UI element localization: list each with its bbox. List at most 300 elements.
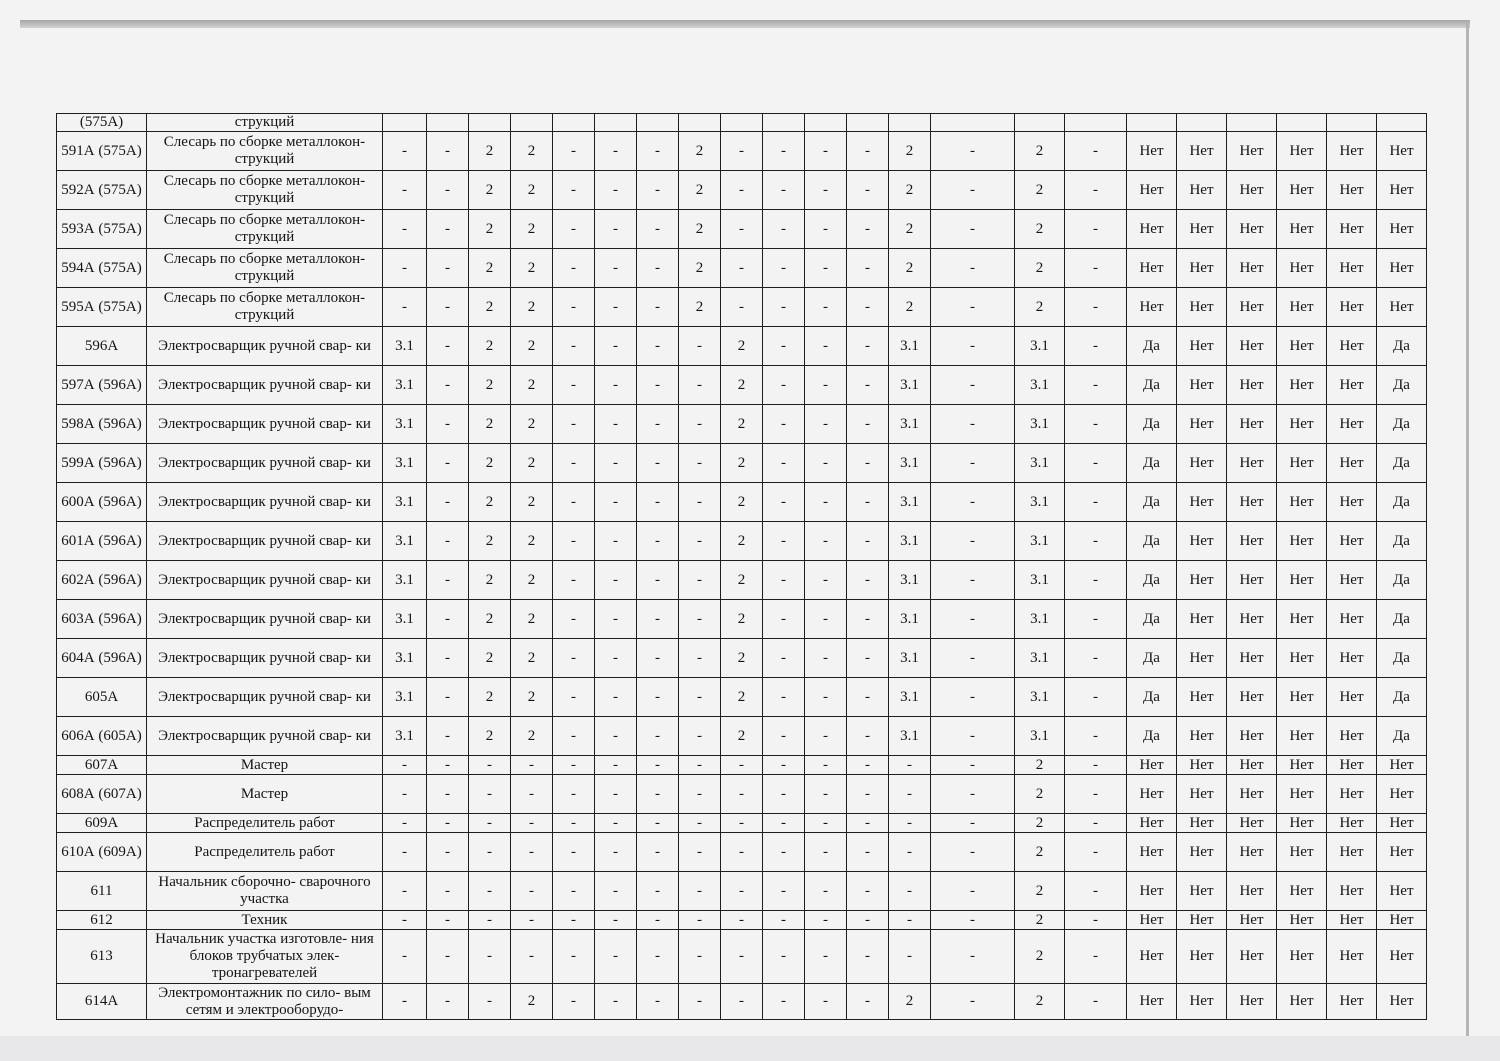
cell-value: - xyxy=(637,984,679,1020)
cell-value: Нет xyxy=(1277,249,1327,288)
cell-value: 3.1 xyxy=(889,600,931,639)
position-name: Слесарь по сборке металлокон- струкций xyxy=(147,288,383,327)
cell-value: 2 xyxy=(889,210,931,249)
cell-value: - xyxy=(1065,775,1127,814)
position-name: Электросварщик ручной свар- ки xyxy=(147,327,383,366)
cell-value: - xyxy=(553,911,595,930)
cell-value: - xyxy=(889,775,931,814)
cell-value: - xyxy=(383,132,427,171)
cell-value: Да xyxy=(1377,405,1427,444)
cell-value: - xyxy=(763,678,805,717)
position-name: Слесарь по сборке металлокон- струкций xyxy=(147,171,383,210)
cell-value: Да xyxy=(1377,600,1427,639)
cell-value: - xyxy=(679,366,721,405)
cell-value: 2 xyxy=(679,288,721,327)
cell-value: - xyxy=(931,561,1015,600)
cell-value: 2 xyxy=(889,171,931,210)
cell-value: 3.1 xyxy=(889,717,931,756)
cell-value: Нет xyxy=(1227,249,1277,288)
cell-value: - xyxy=(679,639,721,678)
cell-value: 2 xyxy=(1015,911,1065,930)
cell-value: - xyxy=(553,405,595,444)
cell-value: - xyxy=(1065,814,1127,833)
table-row xyxy=(57,756,1427,775)
cell-value: Нет xyxy=(1377,833,1427,872)
cell-value xyxy=(721,114,763,132)
cell-value: Нет xyxy=(1327,984,1377,1020)
cell-value: Нет xyxy=(1277,678,1327,717)
cell-value: 2 xyxy=(469,561,511,600)
cell-value: - xyxy=(511,833,553,872)
cell-value: - xyxy=(763,444,805,483)
cell-value: 3.1 xyxy=(889,366,931,405)
cell-value: Нет xyxy=(1277,814,1327,833)
document-page xyxy=(56,113,1427,1020)
cell-value: Нет xyxy=(1227,171,1277,210)
cell-value: Нет xyxy=(1227,600,1277,639)
cell-value: - xyxy=(679,561,721,600)
cell-value: Нет xyxy=(1227,444,1277,483)
cell-value: - xyxy=(595,930,637,984)
cell-value: Нет xyxy=(1327,872,1377,911)
cell-value: - xyxy=(595,522,637,561)
cell-value: Нет xyxy=(1277,600,1327,639)
cell-value: Да xyxy=(1127,678,1177,717)
cell-value: - xyxy=(427,288,469,327)
cell-value: - xyxy=(1065,639,1127,678)
cell-value: Нет xyxy=(1177,911,1227,930)
cell-value: - xyxy=(427,833,469,872)
cell-value: - xyxy=(679,872,721,911)
cell-value: Да xyxy=(1377,483,1427,522)
cell-value: - xyxy=(721,249,763,288)
workplace-number: 609А xyxy=(57,814,147,833)
cell-value: - xyxy=(931,814,1015,833)
cell-value: 3.1 xyxy=(1015,405,1065,444)
cell-value: 2 xyxy=(721,444,763,483)
cell-value: 2 xyxy=(469,327,511,366)
cell-value: - xyxy=(637,833,679,872)
cell-value: Нет xyxy=(1327,775,1377,814)
cell-value: - xyxy=(721,814,763,833)
cell-value: - xyxy=(383,872,427,911)
workplace-number: 604А (596А) xyxy=(57,639,147,678)
table-row xyxy=(57,775,1427,814)
cell-value: - xyxy=(721,171,763,210)
cell-value: - xyxy=(595,366,637,405)
workplace-number: 612 xyxy=(57,911,147,930)
cell-value: 3.1 xyxy=(383,561,427,600)
cell-value: Нет xyxy=(1377,171,1427,210)
cell-value: - xyxy=(805,249,847,288)
cell-value: Нет xyxy=(1127,911,1177,930)
cell-value: - xyxy=(1065,930,1127,984)
cell-value: - xyxy=(637,678,679,717)
cell-value: - xyxy=(721,930,763,984)
cell-value: 2 xyxy=(889,288,931,327)
cell-value: - xyxy=(889,814,931,833)
cell-value: Нет xyxy=(1227,756,1277,775)
table-row xyxy=(57,561,1427,600)
cell-value: 2 xyxy=(721,405,763,444)
cell-value: Нет xyxy=(1177,678,1227,717)
cell-value: - xyxy=(847,171,889,210)
cell-value: - xyxy=(889,911,931,930)
cell-value: - xyxy=(679,483,721,522)
position-name: Начальник сборочно- сварочного участка xyxy=(147,872,383,911)
cell-value: - xyxy=(889,756,931,775)
cell-value: - xyxy=(763,171,805,210)
cell-value: Нет xyxy=(1327,405,1377,444)
cell-value: - xyxy=(427,775,469,814)
cell-value: Нет xyxy=(1177,639,1227,678)
cell-value: - xyxy=(383,171,427,210)
cell-value: - xyxy=(763,210,805,249)
workplace-assessment-table xyxy=(56,113,1427,1020)
cell-value: - xyxy=(805,814,847,833)
cell-value: 3.1 xyxy=(1015,678,1065,717)
cell-value: - xyxy=(1065,678,1127,717)
cell-value: - xyxy=(805,288,847,327)
cell-value: Нет xyxy=(1177,984,1227,1020)
cell-value: Нет xyxy=(1277,833,1327,872)
cell-value: - xyxy=(763,872,805,911)
cell-value: 2 xyxy=(889,132,931,171)
cell-value: - xyxy=(679,600,721,639)
cell-value: Да xyxy=(1377,678,1427,717)
cell-value: 2 xyxy=(679,249,721,288)
cell-value: - xyxy=(721,911,763,930)
cell-value: - xyxy=(1065,483,1127,522)
cell-value: Нет xyxy=(1127,210,1177,249)
cell-value: - xyxy=(427,483,469,522)
table-row xyxy=(57,911,1427,930)
cell-value: Нет xyxy=(1177,833,1227,872)
position-name: Электросварщик ручной свар- ки xyxy=(147,405,383,444)
cell-value: - xyxy=(553,639,595,678)
cell-value: 3.1 xyxy=(889,327,931,366)
cell-value: - xyxy=(931,600,1015,639)
cell-value: Нет xyxy=(1227,210,1277,249)
workplace-number: 597А (596А) xyxy=(57,366,147,405)
cell-value: Нет xyxy=(1127,171,1177,210)
cell-value: - xyxy=(383,814,427,833)
cell-value: Нет xyxy=(1177,522,1227,561)
cell-value: - xyxy=(637,327,679,366)
cell-value: - xyxy=(1065,444,1127,483)
cell-value: - xyxy=(511,911,553,930)
cell-value: - xyxy=(1065,756,1127,775)
cell-value: - xyxy=(805,756,847,775)
cell-value: - xyxy=(553,366,595,405)
cell-value: - xyxy=(1065,872,1127,911)
cell-value: Нет xyxy=(1177,366,1227,405)
cell-value: - xyxy=(679,717,721,756)
cell-value: Нет xyxy=(1227,775,1277,814)
cell-value: Нет xyxy=(1177,327,1227,366)
cell-value: 3.1 xyxy=(889,444,931,483)
position-name: струкций xyxy=(147,114,383,132)
cell-value: - xyxy=(679,911,721,930)
cell-value: - xyxy=(427,171,469,210)
cell-value: Нет xyxy=(1127,756,1177,775)
cell-value: Нет xyxy=(1277,444,1327,483)
cell-value: - xyxy=(1065,600,1127,639)
position-name: Мастер xyxy=(147,756,383,775)
cell-value: Нет xyxy=(1327,930,1377,984)
cell-value: - xyxy=(721,210,763,249)
cell-value: - xyxy=(889,833,931,872)
cell-value: - xyxy=(805,522,847,561)
cell-value: - xyxy=(721,775,763,814)
cell-value: - xyxy=(931,444,1015,483)
cell-value: Нет xyxy=(1277,561,1327,600)
cell-value: Нет xyxy=(1177,775,1227,814)
cell-value xyxy=(763,114,805,132)
cell-value: - xyxy=(553,930,595,984)
cell-value: - xyxy=(427,639,469,678)
cell-value: Нет xyxy=(1127,288,1177,327)
cell-value: 3.1 xyxy=(383,678,427,717)
cell-value: 2 xyxy=(469,405,511,444)
cell-value xyxy=(511,114,553,132)
cell-value: - xyxy=(805,678,847,717)
cell-value: - xyxy=(763,717,805,756)
cell-value: - xyxy=(847,833,889,872)
cell-value: - xyxy=(763,756,805,775)
cell-value: - xyxy=(679,444,721,483)
cell-value: Нет xyxy=(1177,600,1227,639)
cell-value: - xyxy=(931,717,1015,756)
cell-value: - xyxy=(553,288,595,327)
cell-value: Нет xyxy=(1177,171,1227,210)
cell-value: 3.1 xyxy=(1015,366,1065,405)
cell-value: 2 xyxy=(511,678,553,717)
cell-value: - xyxy=(931,366,1015,405)
cell-value: - xyxy=(763,814,805,833)
cell-value xyxy=(427,114,469,132)
cell-value: Нет xyxy=(1327,210,1377,249)
cell-value: - xyxy=(763,600,805,639)
cell-value: - xyxy=(847,405,889,444)
cell-value: 2 xyxy=(721,366,763,405)
cell-value: 3.1 xyxy=(1015,327,1065,366)
cell-value: - xyxy=(931,930,1015,984)
cell-value: Нет xyxy=(1277,288,1327,327)
cell-value: 2 xyxy=(1015,210,1065,249)
table-row xyxy=(57,872,1427,911)
cell-value: Нет xyxy=(1227,288,1277,327)
cell-value: Нет xyxy=(1227,911,1277,930)
cell-value: - xyxy=(595,327,637,366)
cell-value xyxy=(847,114,889,132)
cell-value: - xyxy=(679,833,721,872)
cell-value: - xyxy=(1065,366,1127,405)
cell-value: - xyxy=(595,984,637,1020)
cell-value: 2 xyxy=(511,405,553,444)
cell-value: Нет xyxy=(1277,171,1327,210)
cell-value: 3.1 xyxy=(383,483,427,522)
cell-value: 3.1 xyxy=(1015,639,1065,678)
cell-value xyxy=(1177,114,1227,132)
workplace-number: 614А xyxy=(57,984,147,1020)
cell-value: Нет xyxy=(1277,522,1327,561)
cell-value: - xyxy=(637,405,679,444)
cell-value: - xyxy=(1065,171,1127,210)
cell-value: 2 xyxy=(511,483,553,522)
cell-value: - xyxy=(637,249,679,288)
cell-value: Нет xyxy=(1127,872,1177,911)
table-row xyxy=(57,717,1427,756)
cell-value: Нет xyxy=(1177,444,1227,483)
cell-value: Нет xyxy=(1377,775,1427,814)
cell-value: - xyxy=(931,210,1015,249)
cell-value: 3.1 xyxy=(383,717,427,756)
cell-value: - xyxy=(637,288,679,327)
cell-value: - xyxy=(427,249,469,288)
cell-value: 3.1 xyxy=(383,639,427,678)
cell-value: - xyxy=(847,366,889,405)
cell-value: - xyxy=(805,930,847,984)
cell-value: Нет xyxy=(1277,366,1327,405)
cell-value: Нет xyxy=(1127,775,1177,814)
cell-value: - xyxy=(763,930,805,984)
cell-value: - xyxy=(595,600,637,639)
cell-value: 2 xyxy=(511,249,553,288)
table-row xyxy=(57,327,1427,366)
cell-value: - xyxy=(847,930,889,984)
cell-value: - xyxy=(1065,911,1127,930)
workplace-number: 602А (596А) xyxy=(57,561,147,600)
cell-value: - xyxy=(721,132,763,171)
cell-value: - xyxy=(805,171,847,210)
cell-value: 2 xyxy=(1015,249,1065,288)
cell-value xyxy=(595,114,637,132)
cell-value: - xyxy=(637,522,679,561)
cell-value: - xyxy=(595,483,637,522)
cell-value: Да xyxy=(1127,717,1177,756)
cell-value: Нет xyxy=(1177,483,1227,522)
cell-value: Нет xyxy=(1327,814,1377,833)
cell-value: - xyxy=(805,833,847,872)
cell-value: - xyxy=(427,327,469,366)
cell-value: - xyxy=(637,639,679,678)
cell-value: 2 xyxy=(469,171,511,210)
cell-value: - xyxy=(679,522,721,561)
workplace-number: 610А (609А) xyxy=(57,833,147,872)
cell-value: - xyxy=(679,984,721,1020)
cell-value: - xyxy=(931,327,1015,366)
cell-value: - xyxy=(721,984,763,1020)
cell-value: 2 xyxy=(1015,288,1065,327)
cell-value xyxy=(1377,114,1427,132)
cell-value: - xyxy=(679,930,721,984)
cell-value: - xyxy=(637,911,679,930)
cell-value xyxy=(889,114,931,132)
cell-value: 2 xyxy=(721,327,763,366)
cell-value: - xyxy=(763,405,805,444)
cell-value: - xyxy=(805,717,847,756)
cell-value: Нет xyxy=(1327,366,1377,405)
workplace-number: 611 xyxy=(57,872,147,911)
cell-value: Нет xyxy=(1177,814,1227,833)
cell-value: - xyxy=(721,833,763,872)
table-row xyxy=(57,483,1427,522)
cell-value: - xyxy=(805,872,847,911)
cell-value: - xyxy=(1065,522,1127,561)
cell-value: - xyxy=(805,639,847,678)
cell-value: Нет xyxy=(1327,678,1377,717)
cell-value: - xyxy=(383,249,427,288)
cell-value: - xyxy=(553,522,595,561)
cell-value: Нет xyxy=(1127,984,1177,1020)
table-row xyxy=(57,171,1427,210)
cell-value: Нет xyxy=(1327,288,1377,327)
cell-value: 2 xyxy=(721,561,763,600)
cell-value: 2 xyxy=(721,678,763,717)
cell-value: - xyxy=(931,911,1015,930)
cell-value: Да xyxy=(1127,522,1177,561)
cell-value: - xyxy=(553,132,595,171)
cell-value: 2 xyxy=(511,210,553,249)
cell-value: - xyxy=(383,775,427,814)
cell-value: - xyxy=(595,814,637,833)
cell-value: - xyxy=(637,483,679,522)
cell-value: - xyxy=(763,522,805,561)
cell-value: Нет xyxy=(1377,872,1427,911)
position-name: Электросварщик ручной свар- ки xyxy=(147,522,383,561)
cell-value: - xyxy=(679,405,721,444)
cell-value: Нет xyxy=(1227,984,1277,1020)
cell-value xyxy=(553,114,595,132)
cell-value: - xyxy=(637,210,679,249)
cell-value: 2 xyxy=(511,132,553,171)
cell-value: - xyxy=(427,210,469,249)
cell-value: - xyxy=(469,911,511,930)
cell-value: 2 xyxy=(469,483,511,522)
cell-value: Нет xyxy=(1327,717,1377,756)
cell-value: Да xyxy=(1127,327,1177,366)
cell-value: - xyxy=(847,327,889,366)
cell-value: Нет xyxy=(1227,639,1277,678)
cell-value: - xyxy=(805,561,847,600)
cell-value: - xyxy=(847,775,889,814)
cell-value: - xyxy=(427,600,469,639)
cell-value: - xyxy=(637,717,679,756)
cell-value: Нет xyxy=(1377,756,1427,775)
cell-value: - xyxy=(763,288,805,327)
cell-value: 2 xyxy=(511,984,553,1020)
cell-value: 2 xyxy=(469,522,511,561)
cell-value: - xyxy=(847,249,889,288)
table-row xyxy=(57,249,1427,288)
table-row xyxy=(57,833,1427,872)
cell-value: - xyxy=(383,930,427,984)
cell-value: 3.1 xyxy=(383,522,427,561)
scan-edge-top xyxy=(20,20,1470,28)
cell-value: - xyxy=(427,444,469,483)
workplace-number: 601А (596А) xyxy=(57,522,147,561)
cell-value: Нет xyxy=(1177,561,1227,600)
cell-value: 2 xyxy=(511,717,553,756)
cell-value: 2 xyxy=(721,522,763,561)
cell-value: - xyxy=(1065,288,1127,327)
cell-value: 2 xyxy=(511,639,553,678)
cell-value: - xyxy=(637,930,679,984)
position-name: Распределитель работ xyxy=(147,814,383,833)
table-row xyxy=(57,930,1427,984)
cell-value: Нет xyxy=(1327,833,1377,872)
